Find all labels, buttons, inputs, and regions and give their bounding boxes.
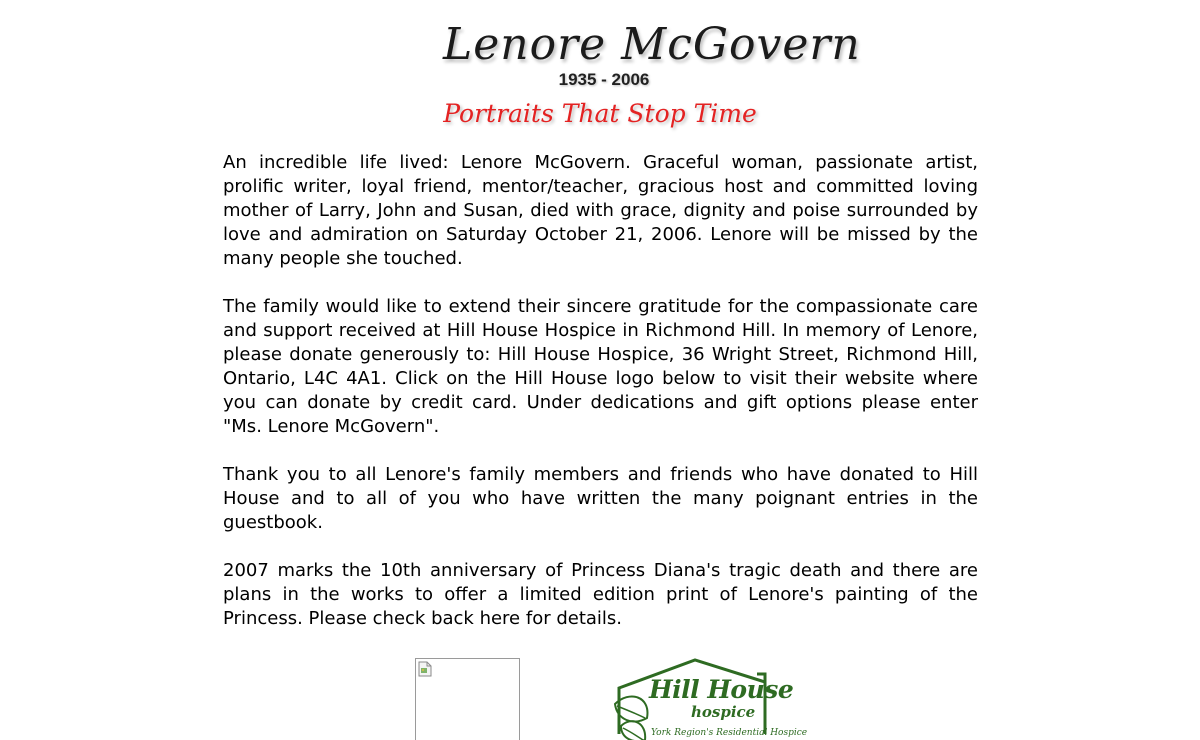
logo-subtitle: hospice [691,703,756,721]
paragraph-thanks: Thank you to all Lenore's family members and friends who have donated to Hill House and to all of you who have written the many poignant entries in the guestbook. [223,464,978,533]
paragraph-tribute: An incredible life lived: Lenore McGovern. Graceful woman, passionate artist, prolific writer, loyal friend, mentor/teacher, gracious host and committed loving mother of Larry, John and Susan, died with grace, dignity and poise surrounded by love and admiration on Saturday October 21, 2006. Lenore will be missed by the many people she touched. [223,152,978,269]
page-header [0,0,1200,140]
broken-image-placeholder [415,658,520,740]
memorial-text [223,151,978,655]
memorial-years: 1935 - 2006 [558,70,650,89]
logo-region-text: York Region's Residential Hospice [651,728,808,738]
logo-title: Hill House [649,675,794,704]
tagline: Portraits That Stop Time [443,99,757,128]
hill-house-logo-link[interactable] [607,656,808,740]
memorial-name-title: Lenore McGovern [443,19,861,70]
broken-image-icon [418,661,432,677]
paragraph-donations: The family would like to extend their sincere gratitude for the compassionate care and support received at Hill House Hospice in Richmond Hill. In memory of Lenore, please donate generously to: Hill House Hospice, 36 Wright Street, Richmond Hill, Ontario, L4C 4A1. Click on the Hill House logo below to visit their website where you can donate by credit card. Under dedications and gift options please enter "Ms. Lenore McGovern". [223,296,978,437]
paragraph-announcement: 2007 marks the 10th anniversary of Princess Diana's tragic death and there are plans in the works to offer a limited edition print of Lenore's painting of the Princess. Please check back here for details. [223,560,978,629]
